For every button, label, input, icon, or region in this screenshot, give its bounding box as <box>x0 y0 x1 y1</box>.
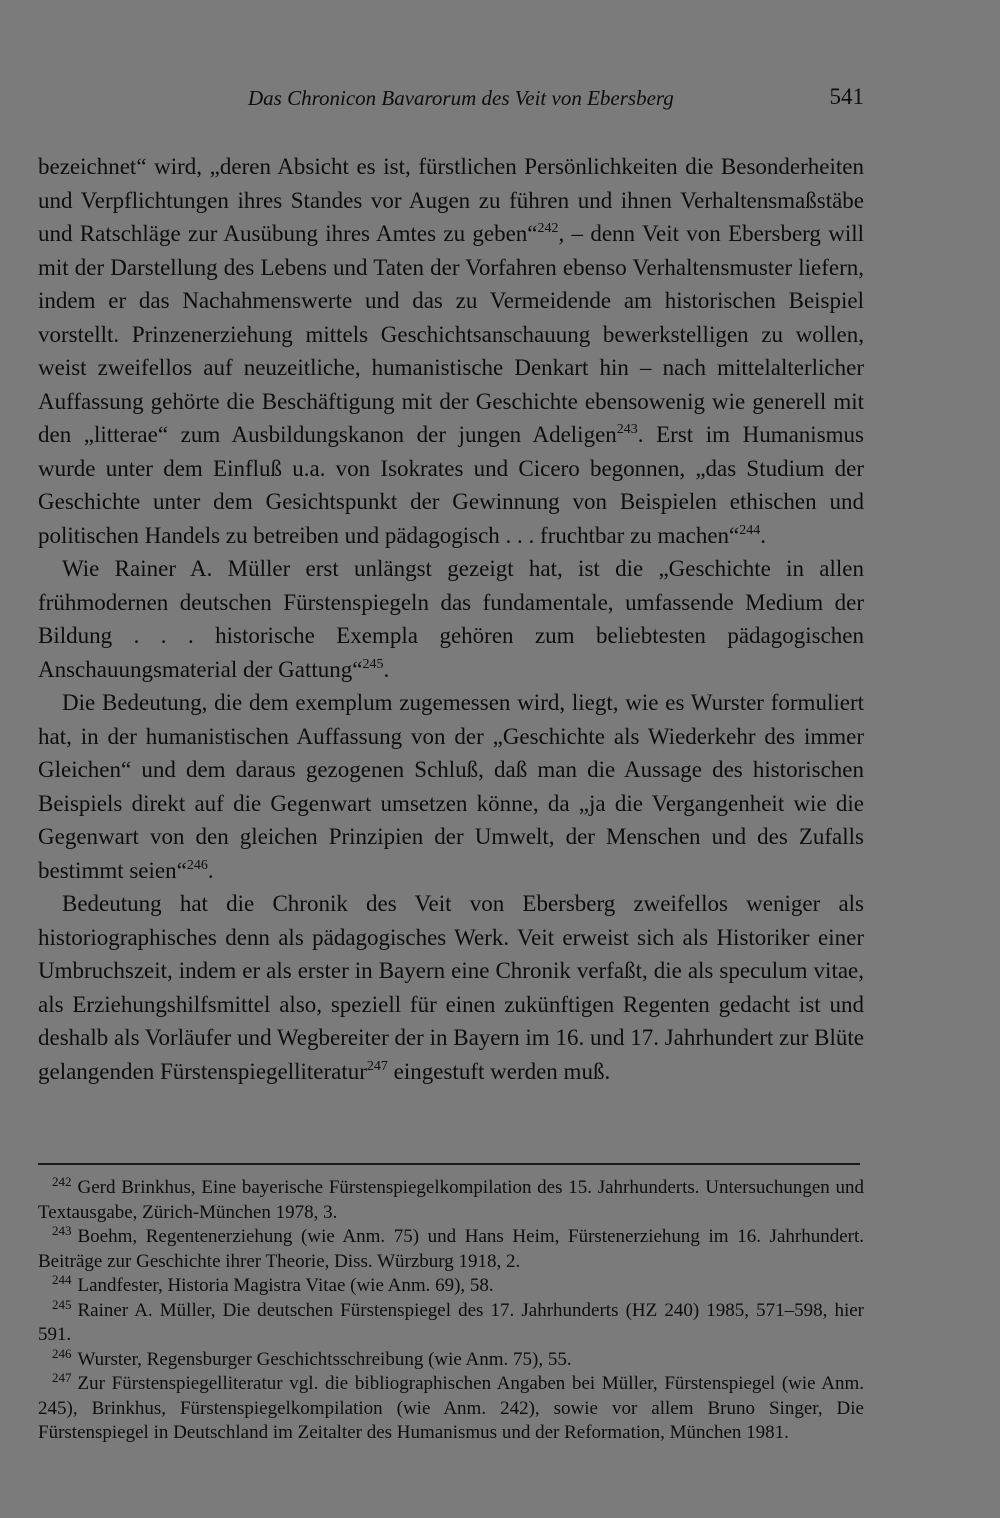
paragraph-text: bezeichnet“ wird, „deren Absicht es ist, fürstlichen Persönlichkeiten die Besonderheiten und Verpflichtungen ihres Standes vor Augen zu führen und ihnen Verhaltensmaßstäbe und Ratschläge zur Ausübung ihres Amtes zu geben“ <box>38 154 864 246</box>
footnote-text: Boehm, Regentenerziehung (wie Anm. 75) und Hans Heim, Fürstenerziehung im 16. Jahrhundert. Beiträge zur Geschichte ihrer Theorie, Diss. Würzburg 1918, 2. <box>38 1226 864 1272</box>
paragraph-text: Die Bedeutung, die dem exemplum zugemessen wird, liegt, wie es Wurster formuliert hat, in der humanistischen Auffassung von der „Geschichte als Wiederkehr des immer Gleichen“ und dem daraus gezogenen Schluß, daß man die Aussage des historischen Beispiels direkt auf die Gegenwart umsetzen könne, da „ja die Vergangenheit wie die Gegenwart von den gleichen Prinzipien der Umwelt, der Menschen und des Zufalls bestimmt seien“ <box>38 690 864 883</box>
paragraph-3 <box>38 686 864 887</box>
footnote-ref: 243 <box>616 422 638 437</box>
footnote-number: 246 <box>52 1345 72 1361</box>
paragraph-1 <box>38 150 864 552</box>
footnote-text: Gerd Brinkhus, Eine bayerische Fürstenspiegelkompilation des 15. Jahrhunderts. Untersuchungen und Textausgabe, Zürich-München 1978, 3. <box>38 1177 864 1223</box>
paragraph-2 <box>38 552 864 686</box>
footnote-245 <box>38 1296 864 1348</box>
footnote-246 <box>38 1345 864 1373</box>
footnote-243 <box>38 1225 864 1274</box>
paragraph-text: . <box>760 522 767 548</box>
footnote-number: 247 <box>52 1370 72 1385</box>
paragraph-text: Bedeutung hat die Chronik des Veit von Ebersberg zweifellos weniger als historiographisches denn als pädagogisches Werk. Veit erweist sich als Historiker einer Umbruchszeit, indem er als erster in Bayern eine Chronik verfaßt, die als speculum vitae, als Erziehungshilfsmittel also, speziell für einen zukünftigen Regenten gedacht ist und deshalb als Vorläufer und Wegbereiter der in Bayern im 16. und 17. Jahrhundert zur Blüte gelangenden Fürstenspiegelliteratur <box>38 891 864 1084</box>
footnote-ref: 246 <box>186 857 208 873</box>
paragraph-text: . <box>207 857 214 883</box>
footnote-ref: 242 <box>537 221 559 236</box>
footnote-ref: 245 <box>362 656 384 672</box>
footnote-number: 243 <box>52 1223 72 1238</box>
footnote-number: 245 <box>52 1296 72 1312</box>
body-text <box>38 150 864 1088</box>
paragraph-text: Wie Rainer A. Müller erst unlängst gezeigt hat, ist die „Geschichte in allen frühmodernen deutschen Fürstenspiegeln das fundamentale, umfassende Medium der Bildung . . . historische Exempla gehören zum beliebtesten pädagogischen Anschauungsmaterial der Gattung“ <box>38 556 864 682</box>
footnote-242 <box>38 1176 864 1225</box>
footnotes <box>38 1176 864 1446</box>
footnote-ref: 244 <box>739 522 761 538</box>
footnote-text: Zur Fürstenspiegelliteratur vgl. die bibliographischen Angaben bei Müller, Fürstenspiegel (wie Anm. 245), Brinkhus, Fürstenspiegelkompilation (wie Anm. 242), sowie vor allem Bruno Singer, Die Fürstenspiegel in Deutschland im Zeitalter des Humanismus und der Reformation, München 1981. <box>38 1373 864 1443</box>
footnote-text: Wurster, Regensburger Geschichtsschreibung (wie Anm. 75), 55. <box>77 1348 572 1370</box>
footnote-divider <box>38 1163 860 1165</box>
footnote-number: 244 <box>52 1272 72 1287</box>
paragraph-text: , – denn Veit von Ebersberg will mit der Darstellung des Lebens und Taten der Vorfahren ebenso Verhaltensmuster liefern, indem er das Nachahmenswerte und das zu Vermeidende am historischen Beispiel vorstellt. Prinzenerziehung mittels Geschichtsanschauung bewerkstelligen zu wollen, weist zweifellos auf neuzeitliche, humanistische Denkart hin – nach mittelalterlicher Auffassung gehörte die Beschäftigung mit der Geschichte ebensowenig wie generell mit den „litterae“ zum Ausbildungskanon der jungen Adeligen <box>38 221 864 447</box>
page-number: 541 <box>829 84 864 109</box>
footnote-text: Landfester, Historia Magistra Vitae (wie Anm. 69), 58. <box>77 1275 494 1296</box>
footnote-247 <box>38 1372 864 1446</box>
footnote-ref: 247 <box>366 1058 388 1074</box>
footnote-244 <box>38 1274 864 1299</box>
footnote-number: 242 <box>52 1174 72 1189</box>
running-head: Das Chronicon Bavarorum des Veit von Ebersberg <box>248 86 674 110</box>
paragraph-text: . Erst im Humanismus wurde unter dem Einfluß u.a. von Isokrates und Cicero begonnen, „das Studium der Geschichte unter dem Gesichtspunkt der Gewinnung von Beispielen ethischen und politischen Handels zu betreiben und pädagogisch . . . fruchtbar zu machen“ <box>38 422 864 548</box>
footnote-text: Rainer A. Müller, Die deutschen Fürstenspiegel des 17. Jahrhunderts (HZ 240) 1985, 571–598, hier 591. <box>38 1299 864 1345</box>
paragraph-4 <box>38 887 864 1088</box>
paragraph-text: . <box>383 656 390 682</box>
page-header <box>38 80 864 116</box>
paragraph-text: eingestuft werden muß. <box>387 1058 611 1084</box>
